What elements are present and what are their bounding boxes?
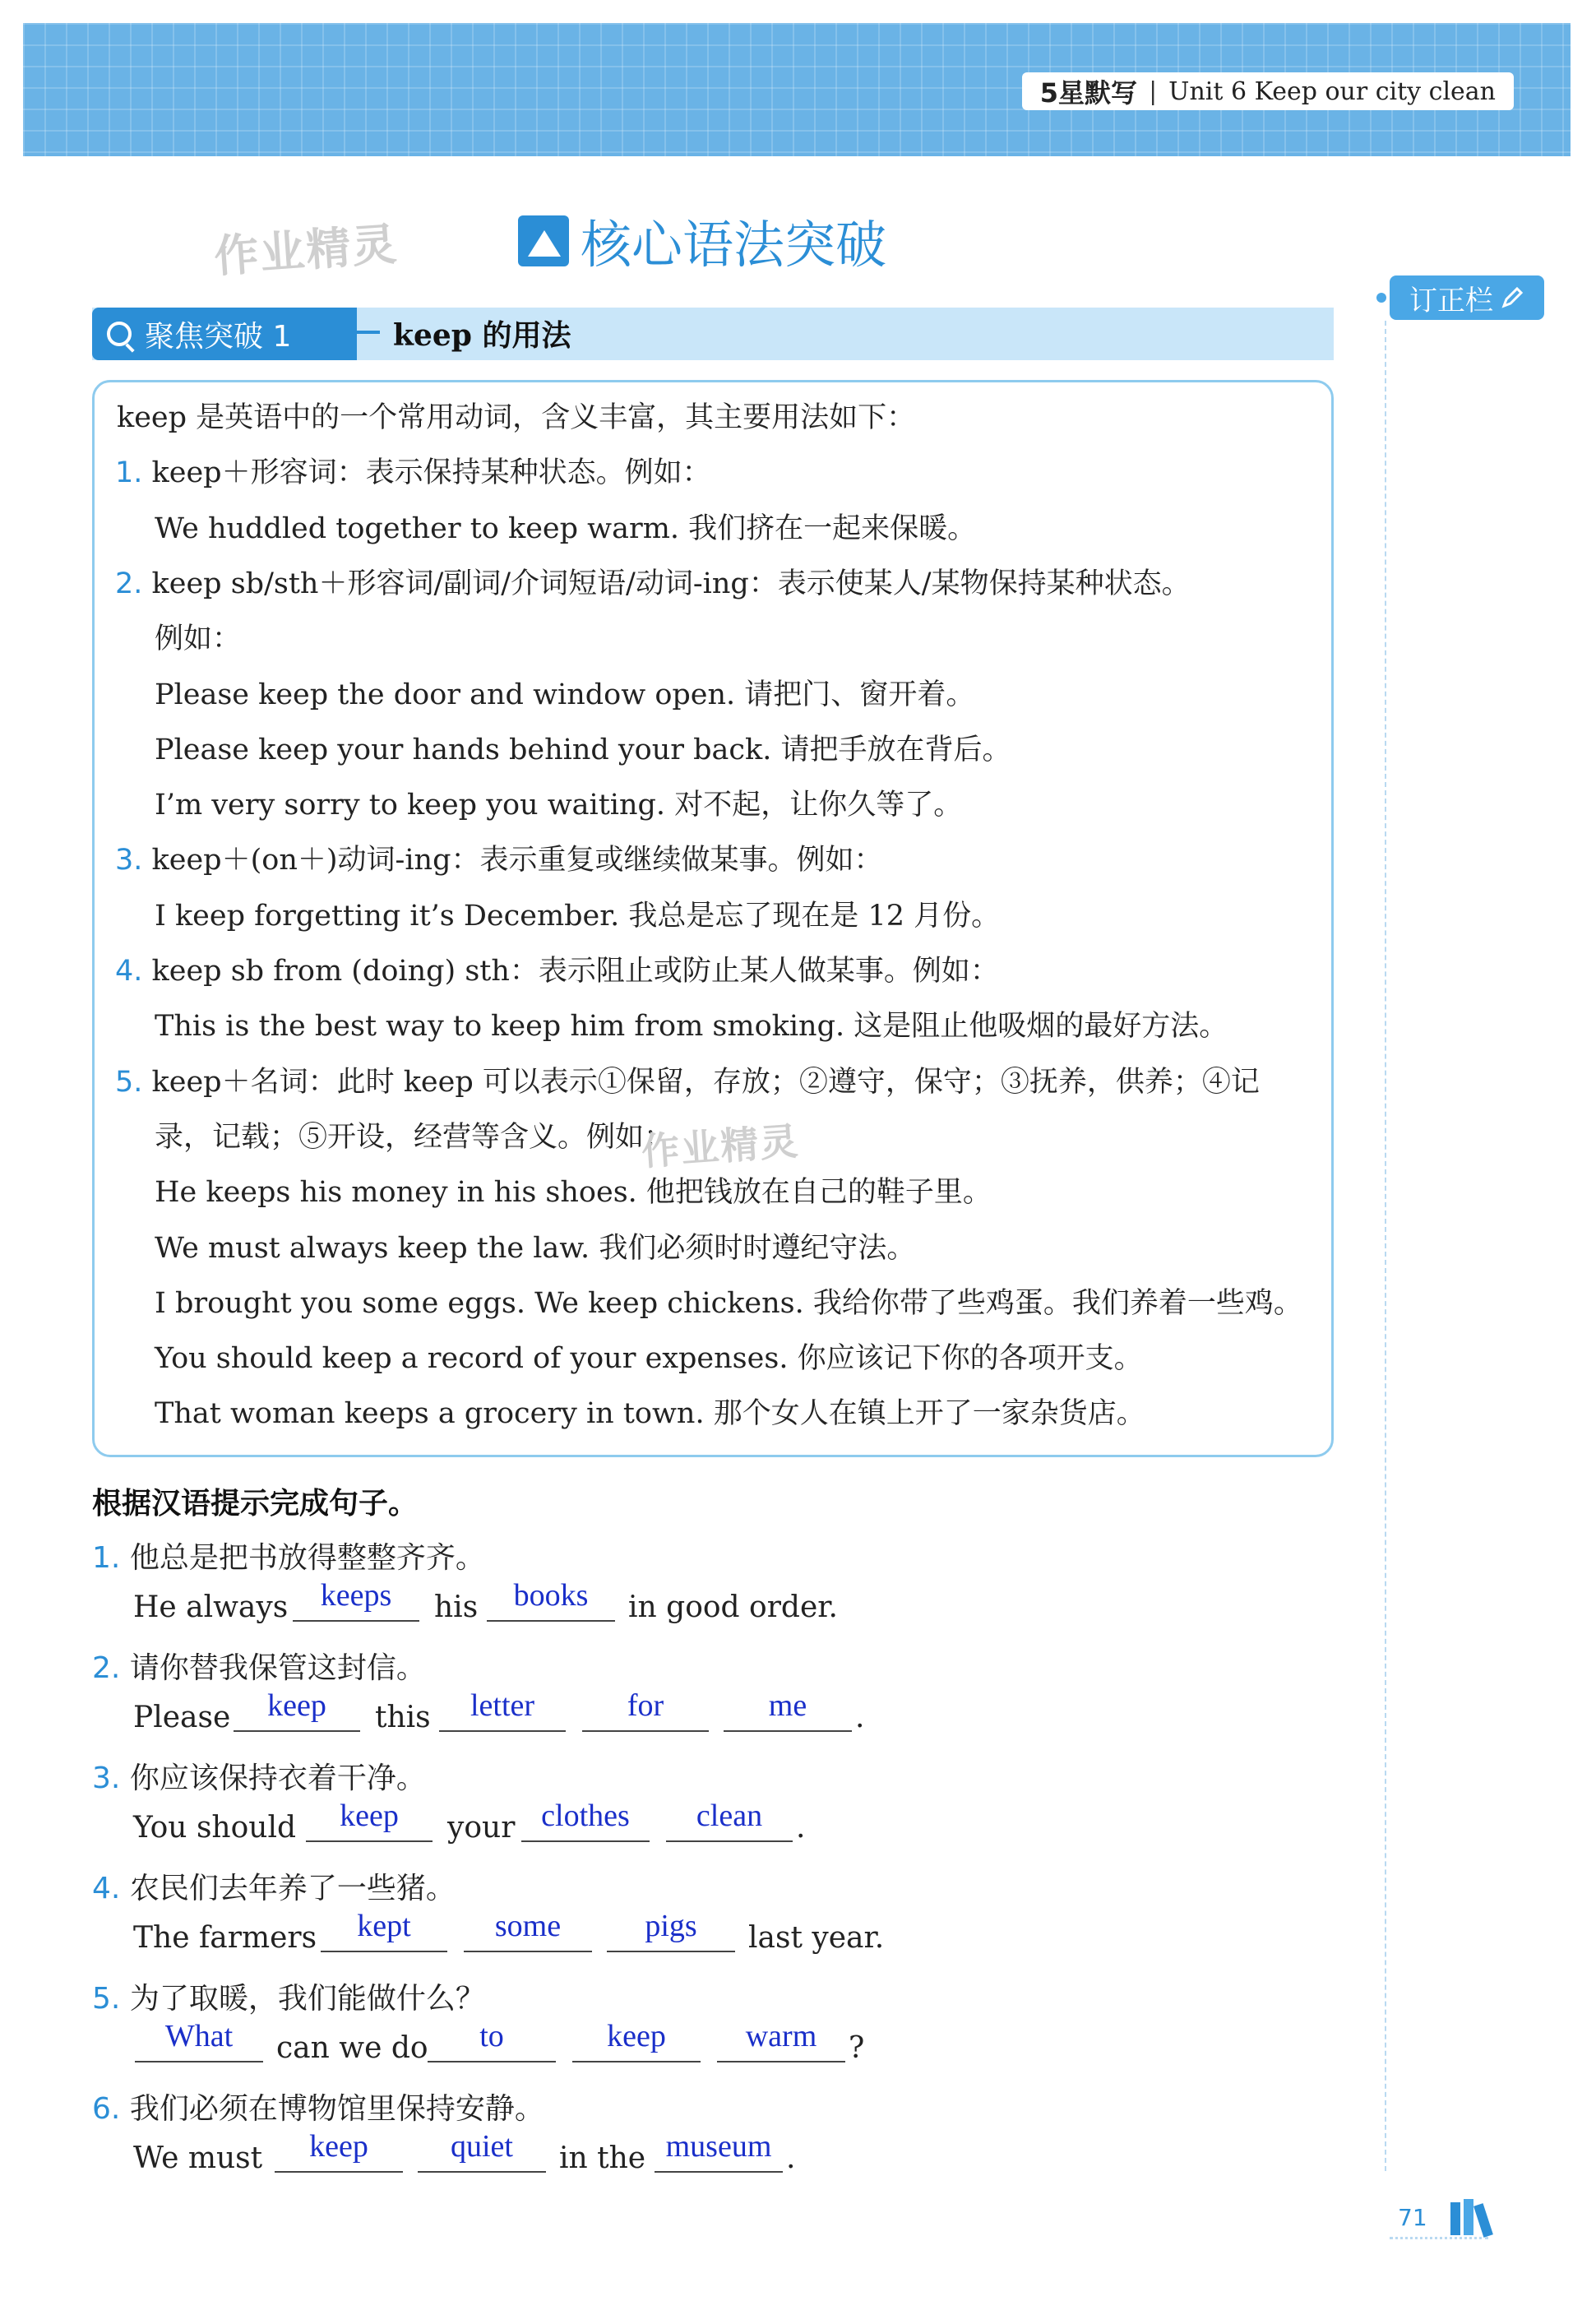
exercise-prompt (92, 1975, 485, 2017)
answer-blank[interactable]: pigs (607, 1908, 735, 1952)
correction-dot (1376, 293, 1386, 303)
rule-line (115, 948, 999, 989)
exercise-text: He always (133, 1590, 289, 1624)
rule-text: 录，记载；⑤开设，经营等含义。例如： (155, 1121, 673, 1154)
rule-line (155, 1169, 992, 1211)
exercise-text: ? (849, 2031, 865, 2065)
watermark: 作业精灵 (640, 1118, 801, 1174)
pencil-icon (1500, 285, 1524, 310)
answer-blank[interactable]: kept (321, 1908, 447, 1952)
exercise-prompt-text: 农民们去年养了一些猪。 (129, 1872, 456, 1905)
exercise-text: last year. (748, 1921, 885, 1955)
watermark: 作业精灵 (212, 218, 400, 283)
rule-number: 4. (115, 955, 143, 988)
exercise-text: his (434, 1590, 479, 1624)
exercise-number: 6. (92, 2092, 121, 2126)
exercise-prompt (92, 1755, 426, 1797)
exercise-number: 3. (92, 1762, 121, 1795)
rule-line (155, 1280, 1302, 1322)
correction-column-label (1390, 275, 1544, 320)
header-label (1022, 72, 1514, 110)
rule-line (115, 1059, 1260, 1100)
section-title (518, 204, 886, 277)
answer-blank[interactable]: clothes (521, 1798, 650, 1842)
focus-tag (92, 308, 357, 360)
rule-line (155, 1225, 915, 1266)
answer-blank[interactable]: me (724, 1687, 852, 1732)
answer-blank[interactable]: to (428, 2018, 556, 2062)
answer-blank[interactable]: keep (275, 2128, 403, 2173)
rule-text: I brought you some eggs. We keep chickens. 我给你带了些鸡蛋。我们养着一些鸡。 (155, 1287, 1302, 1320)
answer-blank[interactable]: for (582, 1687, 709, 1732)
exercise-text: your (447, 1811, 516, 1845)
exercise-text: in the (559, 2141, 646, 2175)
rule-text: keep＋名词：此时 keep 可以表示①保留，存放；②遵守，保守；③抚养，供养；④记 (151, 1066, 1260, 1099)
exercise-title: 根据汉语提示完成句子。 (92, 1487, 419, 1521)
exercise-text: in good order. (628, 1590, 838, 1624)
focus-subject: keep 的用法 (393, 318, 571, 353)
header-brand: 5星默写 (1039, 77, 1138, 109)
exercise-text: . (796, 1811, 806, 1845)
focus-connector (357, 331, 380, 334)
answer-blank[interactable]: letter (439, 1687, 566, 1732)
exercise-prompt-text: 请你替我保管这封信。 (129, 1651, 426, 1685)
focus-tag-label: 聚焦突破 1 (145, 319, 292, 354)
rule-line (155, 727, 1011, 768)
rule-line (155, 782, 962, 823)
answer-blank[interactable]: books (487, 1577, 615, 1622)
answer-blank[interactable]: keep (306, 1798, 433, 1842)
rule-number: 2. (115, 567, 143, 600)
rule-line (155, 1391, 1145, 1432)
rule-text: We huddled together to keep warm. 我们挤在一起来保暖。 (155, 512, 977, 545)
exercise-text: You should (133, 1811, 297, 1845)
rule-line (155, 672, 974, 713)
answer-blank[interactable]: museum (655, 2128, 783, 2173)
answer-blank[interactable]: What (135, 2018, 263, 2062)
page-number-underline (1390, 2237, 1488, 2239)
rule-line (117, 395, 915, 436)
answer-blank[interactable]: keep (572, 2018, 701, 2062)
answer-blank[interactable]: keeps (293, 1577, 419, 1622)
exercise-text: We must (133, 2141, 263, 2175)
exercise-number: 4. (92, 1872, 121, 1905)
exercise-number: 5. (92, 1982, 121, 2016)
rule-line (115, 561, 1191, 602)
page-number: 71 (1398, 2204, 1427, 2231)
header-unit: Unit 6 Keep our city clean (1168, 76, 1496, 106)
books-icon (1447, 2197, 1500, 2238)
answer-blank[interactable]: clean (666, 1798, 793, 1842)
exercise-number: 2. (92, 1651, 121, 1685)
answer-blank[interactable]: some (464, 1908, 592, 1952)
exercise-prompt (92, 1865, 456, 1907)
rule-line (155, 1003, 1228, 1044)
rule-text: keep＋(on＋)动词-ing：表示重复或继续做某事。例如： (151, 844, 883, 877)
exercise-text: . (855, 1701, 865, 1734)
magnifier-icon (107, 322, 132, 346)
rule-text: Please keep your hands behind your back. 请把手放在背后。 (155, 734, 1011, 766)
exercise-prompt (92, 2086, 544, 2127)
rule-text: 例如： (155, 623, 242, 655)
exercise-text: . (786, 2141, 796, 2175)
rule-line (155, 1336, 1143, 1377)
rule-text: Please keep the door and window open. 请把门、窗开着。 (155, 678, 975, 711)
correction-label: 订正栏 (1409, 284, 1493, 317)
correction-divider (1385, 321, 1386, 2171)
exercise-prompt-text: 我们必须在博物馆里保持安静。 (129, 2092, 544, 2126)
rule-number: 1. (115, 456, 143, 489)
rule-text: keep＋形容词：表示保持某种状态。例如： (151, 456, 711, 489)
exercise-number: 1. (92, 1541, 121, 1575)
answer-blank[interactable]: quiet (418, 2128, 546, 2173)
exercise-prompt-text: 他总是把书放得整整齐齐。 (129, 1541, 485, 1575)
rule-line (155, 1114, 673, 1155)
rule-text: keep sb/sth＋形容词/副词/介词短语/动词-ing：表示使某人/某物保持某种状态。 (151, 567, 1191, 600)
answer-blank[interactable]: warm (717, 2018, 845, 2062)
rule-text: keep sb from (doing) sth：表示阻止或防止某人做某事。例如： (151, 955, 999, 988)
rule-line (115, 450, 711, 491)
exercise-text: this (375, 1701, 431, 1734)
rule-text: We must always keep the law. 我们必须时时遵纪守法。 (155, 1232, 916, 1265)
rule-text: This is the best way to keep him from smoking. 这是阻止他吸烟的最好方法。 (155, 1010, 1228, 1043)
rule-line (155, 893, 1000, 934)
mountain-icon (518, 215, 569, 266)
exercise-text: The farmers (133, 1921, 317, 1955)
answer-blank[interactable]: keep (234, 1687, 360, 1732)
rule-line (155, 506, 976, 547)
rule-line (115, 837, 882, 878)
rule-text: keep 是英语中的一个常用动词，含义丰富，其主要用法如下： (117, 401, 916, 434)
rule-text: He keeps his money in his shoes. 他把钱放在自己的鞋子里。 (155, 1176, 992, 1209)
exercise-prompt (92, 1535, 485, 1576)
header-separator: | (1149, 76, 1158, 106)
section-title-text: 核心语法突破 (581, 215, 887, 275)
exercise-prompt-text: 你应该保持衣着干净。 (129, 1762, 426, 1795)
rule-number: 5. (115, 1066, 143, 1099)
rule-text: That woman keeps a grocery in town. 那个女人在镇上开了一家杂货店。 (155, 1397, 1145, 1430)
exercise-text: can we do (276, 2031, 428, 2065)
rule-text: I keep forgetting it’s December. 我总是忘了现在是 12 月份。 (155, 900, 1001, 933)
rule-line (155, 616, 241, 657)
rule-number: 3. (115, 844, 143, 877)
exercise-text: Please (133, 1701, 231, 1734)
rule-text: You should keep a record of your expenses. 你应该记下你的各项开支。 (155, 1342, 1143, 1375)
exercise-prompt (92, 1645, 426, 1687)
rule-text: I’m very sorry to keep you waiting. 对不起，让你久等了。 (155, 789, 963, 822)
exercise-prompt-text: 为了取暖，我们能做什么？ (129, 1982, 485, 2016)
